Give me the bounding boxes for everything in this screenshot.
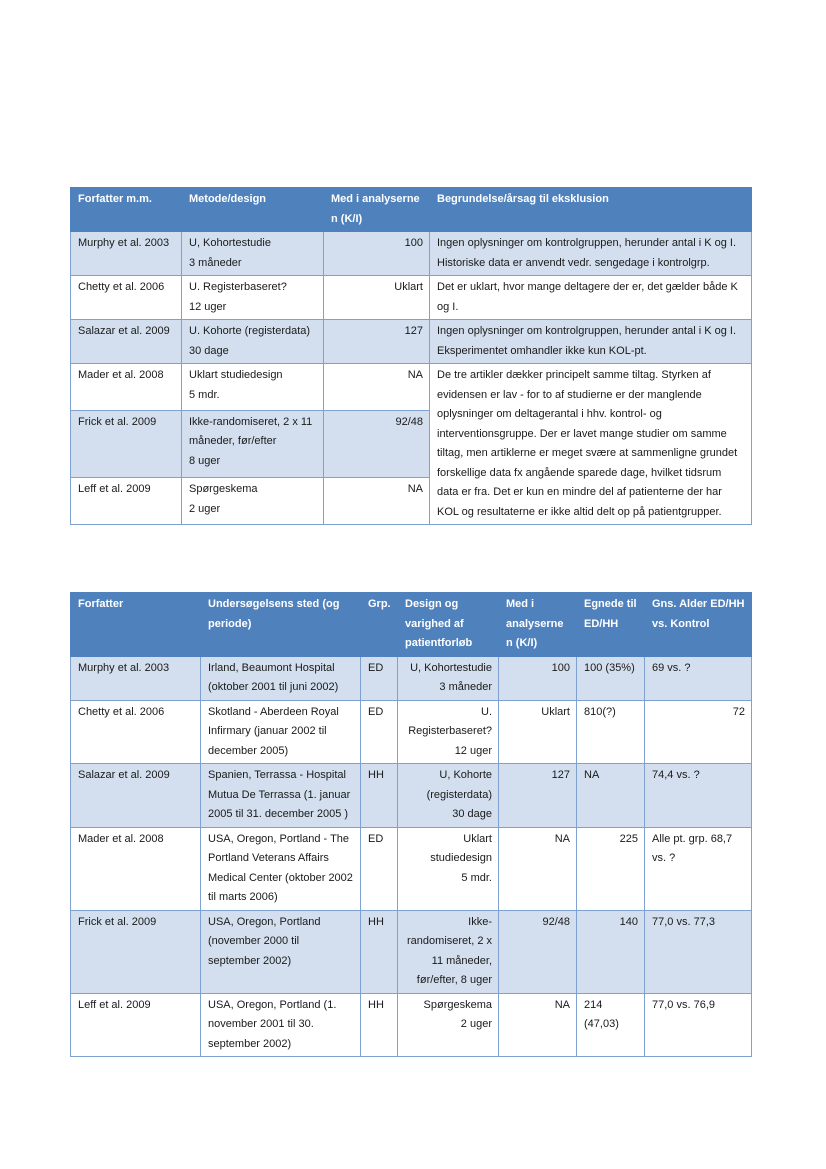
eligible-cell: NA (577, 764, 645, 828)
method-cell: U. Registerbaseret? 12 uger (182, 276, 324, 320)
table-header-row (71, 593, 752, 657)
eligible-cell: 810(?) (577, 700, 645, 764)
table-row (71, 656, 752, 700)
header-cell: Design og varighed af patientforløb (398, 593, 499, 657)
place-cell: USA, Oregon, Portland - The Portland Veterans Affairs Medical Center (oktober 2002 til marts 2006) (201, 827, 361, 910)
n-cell: Uklart (324, 276, 430, 320)
grp-cell: ED (361, 656, 398, 700)
author-cell: Salazar et al. 2009 (71, 764, 201, 828)
grp-cell: ED (361, 700, 398, 764)
method-cell: Ikke-randomiseret, 2 x 11 måneder, før/efter 8 uger (182, 410, 324, 477)
place-cell: Skotland - Aberdeen Royal Infirmary (januar 2002 til december 2005) (201, 700, 361, 764)
place-cell: Irland, Beaumont Hospital (oktober 2001 til juni 2002) (201, 656, 361, 700)
method-cell: U. Kohorte (registerdata) 30 dage (182, 320, 324, 364)
n-cell: NA (324, 478, 430, 525)
table-row (71, 232, 752, 276)
method-cell: Spørgeskema 2 uger (182, 478, 324, 525)
n-cell: 92/48 (499, 910, 577, 993)
author-cell: Leff et al. 2009 (71, 993, 201, 1057)
design-cell: Uklart studiedesign 5 mdr. (398, 827, 499, 910)
author-cell: Leff et al. 2009 (71, 478, 182, 525)
study-overview-table (70, 592, 752, 1057)
place-cell: USA, Oregon, Portland (1. november 2001 til 30. september 2002) (201, 993, 361, 1057)
eligible-cell: 140 (577, 910, 645, 993)
reason-cell: Ingen oplysninger om kontrolgruppen, herunder antal i K og I. Eksperimentet omhandler ikke kun KOL-pt. (430, 320, 752, 364)
grp-cell: HH (361, 910, 398, 993)
design-cell: U. Registerbaseret? 12 uger (398, 700, 499, 764)
n-cell: 127 (324, 320, 430, 364)
grp-cell: HH (361, 764, 398, 828)
author-cell: Murphy et al. 2003 (71, 232, 182, 276)
design-cell: Ikke-randomiseret, 2 x 11 måneder, før/efter, 8 uger (398, 910, 499, 993)
design-cell: U, Kohorte (registerdata) 30 dage (398, 764, 499, 828)
header-cell: Metode/design (182, 188, 324, 232)
n-cell: NA (499, 993, 577, 1057)
table-header-row (71, 188, 752, 232)
author-cell: Frick et al. 2009 (71, 910, 201, 993)
method-cell: Uklart studiedesign 5 mdr. (182, 364, 324, 411)
author-cell: Mader et al. 2008 (71, 827, 201, 910)
author-cell: Mader et al. 2008 (71, 364, 182, 411)
author-cell: Chetty et al. 2006 (71, 276, 182, 320)
author-cell: Frick et al. 2009 (71, 410, 182, 477)
table-row (71, 827, 752, 910)
header-cell: Gns. Alder ED/HH vs. Kontrol (645, 593, 752, 657)
table-row (71, 993, 752, 1057)
eligible-cell: 214 (47,03) (577, 993, 645, 1057)
header-cell: Undersøgelsens sted (og periode) (201, 593, 361, 657)
age-cell: 72 (645, 700, 752, 764)
eligible-cell: 100 (35%) (577, 656, 645, 700)
design-cell: Spørgeskema 2 uger (398, 993, 499, 1057)
author-cell: Murphy et al. 2003 (71, 656, 201, 700)
header-cell: Forfatter (71, 593, 201, 657)
header-cell: Grp. (361, 593, 398, 657)
author-cell: Chetty et al. 2006 (71, 700, 201, 764)
n-cell: 100 (324, 232, 430, 276)
age-cell: 77,0 vs. 77,3 (645, 910, 752, 993)
table-row (71, 764, 752, 828)
author-cell: Salazar et al. 2009 (71, 320, 182, 364)
n-cell: 127 (499, 764, 577, 828)
age-cell: Alle pt. grp. 68,7 vs. ? (645, 827, 752, 910)
shared-reason-cell: De tre artikler dækker principelt samme tiltag. Styrken af evidensen er lav - for to af studierne er der manglende oplysninger om deltagerantal i hhv. kontrol- og interventionsgruppe. Der er lavet mange studier om samme tiltag, men artiklerne er meget svære at sammenligne grundet forskellige data fx angående sparede dage, hvilket tidsrum data er fra. Det er kun en mindre del af patienterne der har KOL og resultaterne er ikke altid delt op på patientgrupper. (430, 364, 752, 525)
age-cell: 77,0 vs. 76,9 (645, 993, 752, 1057)
n-cell: 92/48 (324, 410, 430, 477)
design-cell: U, Kohortestudie 3 måneder (398, 656, 499, 700)
n-cell: NA (324, 364, 430, 411)
place-cell: USA, Oregon, Portland (november 2000 til september 2002) (201, 910, 361, 993)
table-row (71, 276, 752, 320)
age-cell: 74,4 vs. ? (645, 764, 752, 828)
n-cell: NA (499, 827, 577, 910)
exclusion-table (70, 187, 752, 525)
reason-cell: Ingen oplysninger om kontrolgruppen, herunder antal i K og I. Historiske data er anvendt vedr. sengedage i kontrolgrp. (430, 232, 752, 276)
n-cell: Uklart (499, 700, 577, 764)
header-cell: Begrundelse/årsag til eksklusion (430, 188, 752, 232)
header-cell: Med i analyserne n (K/I) (324, 188, 430, 232)
header-cell: Forfatter m.m. (71, 188, 182, 232)
reason-cell: Det er uklart, hvor mange deltagere der er, det gælder både K og I. (430, 276, 752, 320)
table-row (71, 910, 752, 993)
age-cell: 69 vs. ? (645, 656, 752, 700)
table-row (71, 320, 752, 364)
header-cell: Egnede til ED/HH (577, 593, 645, 657)
place-cell: Spanien, Terrassa - Hospital Mutua De Terrassa (1. januar 2005 til 31. december 2005 ) (201, 764, 361, 828)
eligible-cell: 225 (577, 827, 645, 910)
n-cell: 100 (499, 656, 577, 700)
table-row (71, 364, 752, 411)
grp-cell: ED (361, 827, 398, 910)
table-row (71, 700, 752, 764)
method-cell: U, Kohortestudie 3 måneder (182, 232, 324, 276)
grp-cell: HH (361, 993, 398, 1057)
header-cell: Med i analyserne n (K/I) (499, 593, 577, 657)
